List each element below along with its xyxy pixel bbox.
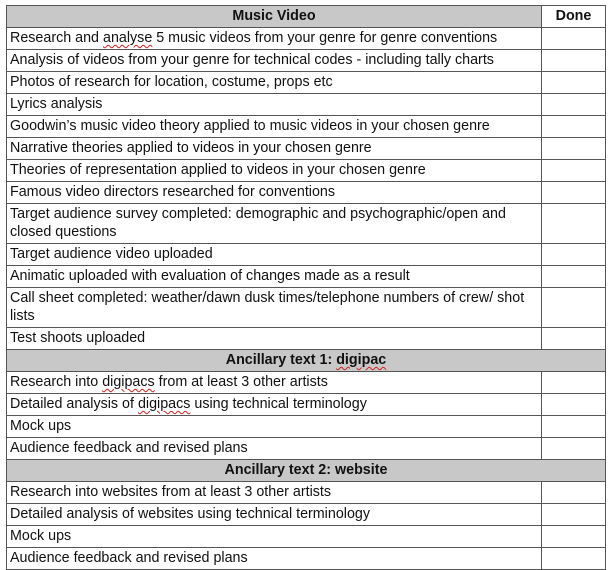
task-text: Target audience video uploaded	[10, 246, 213, 262]
section-title: Ancillary text 1:	[225, 352, 337, 368]
task-text: Theories of representation applied to videos in your chosen genre	[10, 162, 426, 178]
spellcheck-flagged-word: digipacs	[137, 396, 191, 412]
task-text: Call sheet completed: weather/dawn dusk times/telephone numbers of crew/ shot lists	[10, 290, 525, 324]
task-text: Test shoots uploaded	[10, 330, 146, 346]
music-video-header: Music Video	[7, 6, 542, 28]
task-text: Target audience survey completed: demographic and psychographic/open and closed questions	[10, 206, 506, 240]
done-checkbox-cell[interactable]	[542, 266, 606, 288]
task-cell	[7, 438, 542, 460]
task-text: Mock ups	[10, 418, 72, 434]
task-cell	[7, 182, 542, 204]
task-cell	[7, 548, 542, 570]
table-row	[7, 548, 606, 570]
task-cell	[7, 526, 542, 548]
table-row	[7, 482, 606, 504]
task-text: Mock ups	[10, 528, 72, 544]
table-row	[7, 266, 606, 288]
ancillary2-row	[7, 460, 606, 482]
task-cell	[7, 160, 542, 182]
task-text: Famous video directors researched for conventions	[10, 184, 336, 200]
task-text: Research into	[10, 374, 103, 390]
task-cell	[7, 72, 542, 94]
done-checkbox-cell[interactable]	[542, 504, 606, 526]
done-checkbox-cell[interactable]	[542, 416, 606, 438]
done-checkbox-cell[interactable]	[542, 138, 606, 160]
table-row	[7, 160, 606, 182]
spellcheck-flagged-word: digipacs	[102, 374, 155, 390]
task-text: using technical terminology	[190, 396, 367, 412]
task-cell	[7, 288, 542, 328]
done-checkbox-cell[interactable]	[542, 482, 606, 504]
task-cell	[7, 394, 542, 416]
task-cell	[7, 482, 542, 504]
task-cell	[7, 416, 542, 438]
checklist-body	[7, 6, 606, 570]
done-header: Done	[542, 6, 606, 28]
task-cell	[7, 372, 542, 394]
task-cell	[7, 504, 542, 526]
done-checkbox-cell[interactable]	[542, 204, 606, 244]
done-checkbox-cell[interactable]	[542, 28, 606, 50]
table-row	[7, 204, 606, 244]
checklist-table	[6, 5, 606, 570]
task-text: Animatic uploaded with evaluation of changes made as a result	[10, 268, 410, 284]
table-row	[7, 416, 606, 438]
table-row	[7, 116, 606, 138]
table-row	[7, 438, 606, 460]
task-text: Lyrics analysis	[10, 96, 103, 112]
done-checkbox-cell[interactable]	[542, 548, 606, 570]
task-text: Audience feedback and revised plans	[10, 440, 248, 456]
task-cell	[7, 94, 542, 116]
task-cell	[7, 28, 542, 50]
table-row	[7, 28, 606, 50]
task-cell	[7, 50, 542, 72]
table-row	[7, 394, 606, 416]
task-text: Research and	[10, 30, 103, 46]
task-cell	[7, 204, 542, 244]
section-title: Ancillary text 2: website	[224, 462, 388, 478]
task-cell	[7, 244, 542, 266]
task-text: Goodwin’s music video theory applied to music videos in your chosen genre	[10, 118, 490, 134]
ancillary1-row	[7, 350, 606, 372]
done-checkbox-cell[interactable]	[542, 526, 606, 548]
done-checkbox-cell[interactable]	[542, 328, 606, 350]
done-checkbox-cell[interactable]	[542, 372, 606, 394]
table-row	[7, 372, 606, 394]
table-row	[7, 72, 606, 94]
table-row	[7, 526, 606, 548]
task-cell	[7, 138, 542, 160]
done-checkbox-cell[interactable]	[542, 244, 606, 266]
table-row	[7, 504, 606, 526]
task-text: from at least 3 other artists	[154, 374, 328, 390]
task-text: 5 music videos from your genre for genre conventions	[152, 30, 498, 46]
done-checkbox-cell[interactable]	[542, 94, 606, 116]
done-checkbox-cell[interactable]	[542, 394, 606, 416]
done-checkbox-cell[interactable]	[542, 160, 606, 182]
task-text: Narrative theories applied to videos in your chosen genre	[10, 140, 372, 156]
table-row	[7, 244, 606, 266]
task-text: Detailed analysis of websites using technical terminology	[10, 506, 370, 522]
done-checkbox-cell[interactable]	[542, 438, 606, 460]
table-row	[7, 50, 606, 72]
task-text: Analysis of videos from your genre for technical codes - including tally charts	[10, 52, 494, 68]
spellcheck-flagged-word: analyse	[103, 30, 153, 46]
done-checkbox-cell[interactable]	[542, 116, 606, 138]
task-text: Detailed analysis of	[10, 396, 138, 412]
header-row	[7, 6, 606, 28]
table-row	[7, 94, 606, 116]
ancillary1-header	[7, 350, 606, 372]
done-checkbox-cell[interactable]	[542, 50, 606, 72]
task-text: Audience feedback and revised plans	[10, 550, 248, 566]
table-row	[7, 288, 606, 328]
done-checkbox-cell[interactable]	[542, 288, 606, 328]
task-text: Photos of research for location, costume, props etc	[10, 74, 333, 90]
done-checkbox-cell[interactable]	[542, 182, 606, 204]
task-cell	[7, 266, 542, 288]
task-cell	[7, 328, 542, 350]
ancillary2-header	[7, 460, 606, 482]
spellcheck-flagged-word: digipac	[336, 352, 387, 368]
table-row	[7, 328, 606, 350]
table-row	[7, 138, 606, 160]
done-checkbox-cell[interactable]	[542, 72, 606, 94]
table-row	[7, 182, 606, 204]
task-text: Research into websites from at least 3 other artists	[10, 484, 332, 500]
task-cell	[7, 116, 542, 138]
